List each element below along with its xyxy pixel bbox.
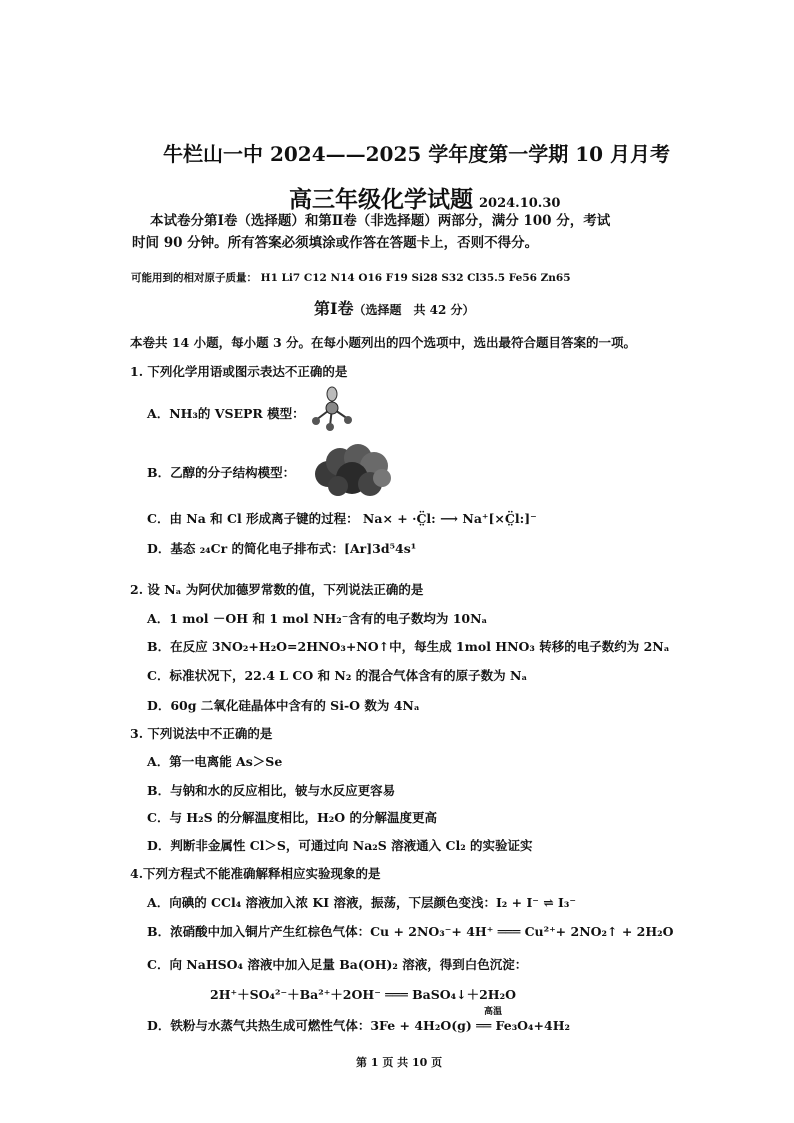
- q2-option-a: A．1 mol －OH 和 1 mol NH₂⁻含有的电子数均为 10Nₐ: [147, 611, 488, 626]
- section-instructions: 本卷共 14 小题，每小题 3 分。在每小题列出的四个选项中，选出最符合题目答案的一项。: [130, 335, 637, 350]
- question-3-stem: 3. 下列说法中不正确的是: [130, 726, 273, 741]
- q2-option-d: D．60g 二氧化硅晶体中含有的 Si-O 数为 4Nₐ: [147, 698, 420, 713]
- reaction-condition-label: 高温: [484, 1007, 503, 1017]
- q1-option-b: B．乙醇的分子结构模型：: [147, 465, 296, 480]
- question-1-stem: 1. 下列化学用语或图示表达不正确的是: [130, 364, 348, 379]
- vsepr-model-image: [306, 386, 358, 434]
- q1-option-a: A．NH₃的 VSEPR 模型：: [147, 406, 305, 421]
- q1-option-d: D．基态 ₂₄Cr 的简化电子排布式：[Ar]3d⁵4s¹: [147, 541, 417, 556]
- question-2-stem: 2. 设 Nₐ 为阿伏加德罗常数的值，下列说法正确的是: [130, 582, 424, 597]
- q2-option-c: C．标准状况下，22.4 L CO 和 N₂ 的混合气体含有的原子数为 Nₐ: [147, 668, 528, 683]
- q3-option-d: D．判断非金属性 Cl＞S，可通过向 Na₂S 溶液通入 Cl₂ 的实验证实: [147, 838, 533, 853]
- q1-option-c: C．由 Na 和 Cl 形成离子键的过程： Na× + ·C̤̈l: ⟶ Na⁺[×C̤̈l:]⁻: [147, 511, 537, 526]
- q4-option-a: A．向碘的 CCl₄ 溶液加入浓 KI 溶液，振荡，下层颜色变浅：I₂ + I⁻ ⇌ I₃⁻: [147, 895, 576, 910]
- q2-option-b: B．在反应 3NO₂+H₂O=2HNO₃+NO↑中，每生成 1mol HNO₃ 转移的电子数约为 2Nₐ: [147, 639, 670, 654]
- q4-option-c: C．向 NaHSO₄ 溶液中加入足量 Ba(OH)₂ 溶液，得到白色沉淀：: [147, 957, 528, 972]
- subtitle: 高三年级化学试题: [289, 186, 473, 213]
- section-note: （选择题 共 42 分）: [353, 303, 475, 317]
- page-footer: 第 1 页 共 10 页: [356, 1056, 443, 1069]
- q4-option-c-equation: 2H⁺＋SO₄²⁻＋Ba²⁺＋2OH⁻ ═══ BaSO₄↓＋2H₂O: [210, 987, 516, 1002]
- exam-date: 2024.10.30: [479, 196, 561, 211]
- q3-option-c: C．与 H₂S 的分解温度相比，H₂O 的分解温度更高: [147, 810, 437, 825]
- intro-line-2: 时间 90 分钟。所有答案必须填涂或作答在答题卡上，否则不得分。: [132, 235, 539, 251]
- q4-option-b: B．浓硝酸中加入铜片产生红棕色气体：Cu + 2NO₃⁻+ 4H⁺ ═══ Cu²⁺+ 2NO₂↑ + 2H₂O: [147, 924, 674, 939]
- section-title: 第Ⅰ卷: [314, 299, 354, 318]
- q4-option-d: D．铁粉与水蒸气共热生成可燃性气体：3Fe + 4H₂O(g) ══ Fe₃O₄+4H₂: [147, 1018, 570, 1033]
- ethanol-model-image: [312, 440, 394, 500]
- q3-option-b: B．与钠和水的反应相比，铍与水反应更容易: [147, 783, 396, 798]
- atomic-masses: 可能用到的相对原子质量： H1 Li7 C12 N14 O16 F19 Si28 S32 Cl35.5 Fe56 Zn65: [131, 272, 571, 284]
- question-4-stem: 4.下列方程式不能准确解释相应实验现象的是: [130, 866, 381, 881]
- exam-title: 牛栏山一中 2024——2025 学年度第一学期 10 月月考: [163, 142, 671, 166]
- intro-line-1: 本试卷分第Ⅰ卷（选择题）和第Ⅱ卷（非选择题）两部分，满分 100 分，考试: [150, 213, 611, 229]
- section-heading: [314, 296, 475, 319]
- q3-option-a: A．第一电离能 As＞Se: [147, 754, 283, 769]
